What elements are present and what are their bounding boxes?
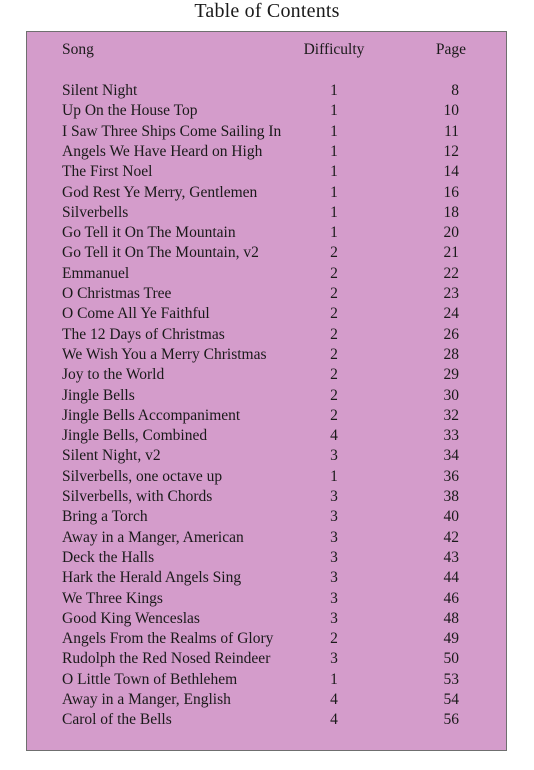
table-row (27, 223, 506, 243)
page-number: 22 (443, 264, 459, 282)
song-title: O Come All Ye Faithful (62, 305, 210, 323)
page-number: 34 (443, 447, 459, 465)
page-number: 50 (443, 650, 459, 668)
song-title: Good King Wenceslas (62, 609, 200, 627)
page-number: 53 (443, 670, 459, 688)
song-title: Away in a Manger, English (62, 691, 231, 708)
page-number: 42 (443, 528, 459, 546)
header-song: Song (62, 41, 94, 58)
page-number: 29 (443, 366, 459, 384)
page-number: 36 (443, 467, 459, 485)
page-number: 56 (443, 711, 459, 729)
page-number: 10 (443, 102, 459, 120)
page-number: 11 (444, 122, 459, 140)
difficulty-value: 1 (330, 183, 338, 201)
table-row (27, 629, 506, 649)
song-title: Rudolph the Red Nosed Reindeer (62, 650, 271, 668)
song-title: Hark the Herald Angels Sing (62, 569, 242, 587)
difficulty-value: 3 (330, 528, 338, 546)
table-row (27, 162, 506, 182)
difficulty-value: 3 (330, 609, 338, 627)
table-row (27, 325, 506, 345)
table-row (27, 183, 506, 203)
song-title: Carol of the Bells (62, 711, 172, 729)
difficulty-value: 3 (330, 650, 338, 668)
table-row (27, 203, 506, 223)
song-title: Silent Night (62, 82, 138, 99)
song-title: Angels From the Realms of Glory (62, 630, 274, 648)
table-row (27, 101, 506, 121)
table-row (27, 467, 506, 487)
table-row (27, 609, 506, 629)
song-title: The 12 Days of Christmas (62, 325, 225, 343)
page-number: 46 (443, 589, 459, 607)
table-row (27, 690, 506, 710)
table-row (27, 487, 506, 507)
song-title: Silverbells, with Chords (62, 488, 213, 505)
page-number: 16 (443, 183, 459, 201)
difficulty-value: 2 (330, 244, 338, 262)
page-number: 8 (451, 82, 459, 99)
table-row (27, 304, 506, 324)
difficulty-value: 2 (330, 285, 338, 302)
difficulty-value: 1 (330, 224, 338, 242)
page-number: 44 (443, 569, 459, 587)
table-row (27, 386, 506, 406)
song-title: Up On the House Top (62, 102, 198, 120)
difficulty-value: 2 (330, 406, 338, 424)
table-row (27, 426, 506, 446)
song-title: Emmanuel (62, 264, 130, 282)
song-title: God Rest Ye Merry, Gentlemen (62, 183, 258, 201)
difficulty-value: 1 (330, 142, 338, 160)
page-number: 30 (443, 386, 459, 404)
song-title: Deck the Halls (62, 548, 155, 566)
difficulty-value: 1 (330, 163, 338, 181)
table-row (27, 264, 506, 284)
page-number: 18 (443, 203, 459, 221)
page-number: 32 (443, 406, 459, 424)
table-row (27, 507, 506, 527)
difficulty-value: 3 (330, 569, 338, 587)
page-number: 43 (443, 548, 459, 566)
song-title: Jingle Bells (62, 386, 135, 404)
table-row (27, 568, 506, 588)
song-title: O Christmas Tree (62, 285, 172, 302)
page-number: 40 (443, 508, 459, 526)
toc-table (26, 31, 507, 751)
toc-header-row (27, 40, 506, 60)
difficulty-value: 1 (330, 82, 338, 99)
page-number: 54 (443, 691, 459, 708)
difficulty-value: 2 (330, 305, 338, 323)
song-title: Angels We Have Heard on High (62, 142, 263, 160)
table-row (27, 345, 506, 365)
page-title: Table of Contents (194, 0, 340, 22)
song-title: We Three Kings (62, 589, 163, 607)
difficulty-value: 3 (330, 589, 338, 607)
table-row (27, 446, 506, 466)
difficulty-value: 3 (330, 508, 338, 526)
song-title: O Little Town of Bethlehem (62, 670, 238, 688)
difficulty-value: 4 (330, 691, 338, 708)
song-title: We Wish You a Merry Christmas (62, 345, 267, 363)
page-number: 23 (443, 285, 459, 302)
table-row (27, 710, 506, 730)
page-number: 49 (443, 630, 459, 648)
table-row (27, 243, 506, 263)
difficulty-value: 2 (330, 630, 338, 648)
table-row (27, 548, 506, 568)
table-row (27, 122, 506, 142)
song-title: Bring a Torch (62, 508, 148, 526)
song-title: Jingle Bells, Combined (62, 427, 208, 445)
page-number: 14 (443, 163, 459, 181)
page-number: 26 (443, 325, 459, 343)
song-title: Go Tell it On The Mountain, v2 (62, 244, 259, 262)
table-row (27, 365, 506, 385)
song-title: Silverbells, one octave up (62, 467, 223, 485)
table-row (27, 142, 506, 162)
header-difficulty: Difficulty (303, 41, 365, 58)
page-number: 21 (443, 244, 459, 262)
difficulty-value: 2 (330, 325, 338, 343)
page-number: 12 (443, 142, 459, 160)
table-row (27, 81, 506, 101)
difficulty-value: 2 (330, 366, 338, 384)
song-title: Away in a Manger, American (62, 528, 244, 546)
table-row (27, 528, 506, 548)
difficulty-value: 4 (330, 427, 338, 445)
table-row (27, 670, 506, 690)
difficulty-value: 2 (330, 264, 338, 282)
difficulty-value: 2 (330, 386, 338, 404)
song-title: I Saw Three Ships Come Sailing In (62, 122, 282, 140)
difficulty-value: 3 (330, 488, 338, 505)
song-title: Silent Night, v2 (62, 447, 161, 465)
page-number: 20 (443, 224, 459, 242)
difficulty-value: 4 (330, 711, 338, 729)
difficulty-value: 1 (330, 203, 338, 221)
song-title: Joy to the World (62, 366, 165, 384)
page-number: 28 (443, 345, 459, 363)
difficulty-value: 1 (330, 467, 338, 485)
difficulty-value: 3 (330, 447, 338, 465)
song-title: The First Noel (62, 163, 153, 181)
page-number: 24 (443, 305, 459, 323)
table-row (27, 284, 506, 304)
header-page: Page (435, 41, 467, 58)
difficulty-value: 1 (330, 670, 338, 688)
song-title: Jingle Bells Accompaniment (62, 406, 241, 424)
difficulty-value: 1 (330, 122, 338, 140)
song-title: Go Tell it On The Mountain (62, 224, 236, 242)
table-row (27, 406, 506, 426)
page-number: 48 (443, 609, 459, 627)
song-title: Silverbells (62, 203, 129, 221)
page-number: 33 (443, 427, 459, 445)
table-row (27, 589, 506, 609)
page-number: 38 (443, 488, 459, 505)
difficulty-value: 2 (330, 345, 338, 363)
difficulty-value: 3 (330, 548, 338, 566)
table-row (27, 649, 506, 669)
difficulty-value: 1 (330, 102, 338, 120)
